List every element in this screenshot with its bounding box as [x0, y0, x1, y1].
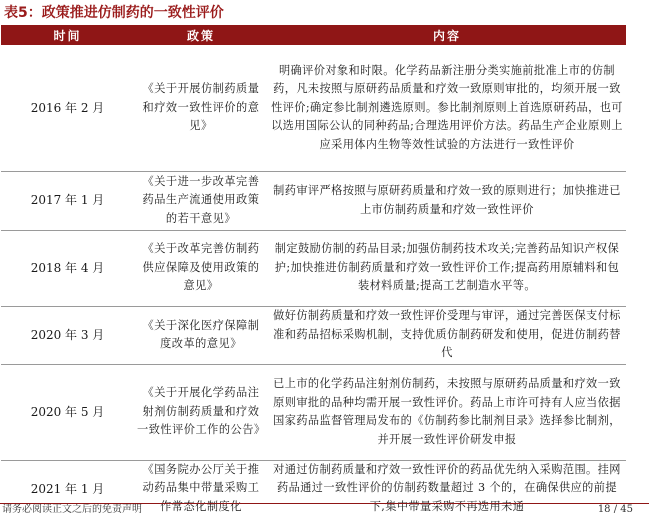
row-content: 制药审评严格按照与原研药质量和疗效一致的原则进行；加快推进已上市仿制药质量和疗效一致性评价: [268, 171, 626, 230]
row-content: 做好仿制药质量和疗效一致性评价受理与审评，通过完善医保支付标准和药品招标采购机制，支持优质仿制药研发和使用，促进仿制药替代: [268, 306, 626, 364]
table-row: [1, 364, 626, 460]
footer-disclaimer: 请务必阅读正文之后的免责声明: [2, 504, 142, 514]
page-footer: [0, 503, 649, 514]
table-row: [1, 45, 626, 171]
row-policy: 《关于改革完善仿制药供应保障及使用政策的意见》: [134, 230, 268, 306]
row-policy: 《关于开展化学药品注射剂仿制药质量和疗效一致性评价工作的公告》: [134, 364, 268, 460]
row-content: 明确评价对象和时限。化学药品新注册分类实施前批准上市的仿制药，凡未按照与原研药品质量和疗效一致原则审批的，均须开展一致性评价;确定参比制剂遴选原则。参比制剂原则上首选原研药品，也可以选用国际公认的同种药品;合理选用评价方法。药品生产企业原则上应采用体内生物等效性试验的方法进行一致性评价: [268, 45, 626, 171]
row-content: 制定鼓励仿制的药品目录;加强仿制药技术攻关;完善药品知识产权保护;加快推进仿制药质量和疗效一致性评价工作;提高药用原辅料和包装材料质量;提高工艺制造水平等。: [268, 230, 626, 306]
header-policy: 政策: [134, 25, 268, 45]
policy-table: [1, 25, 626, 518]
row-time: 2016 年 2 月: [1, 45, 134, 171]
row-time: 2017 年 1 月: [1, 171, 134, 230]
row-policy: 《关于深化医疗保障制度改革的意见》: [134, 306, 268, 364]
header-time: 时间: [1, 25, 134, 45]
row-time: 2021 年 1 月: [30, 482, 105, 496]
row-time: 2018 年 4 月: [1, 230, 134, 306]
row-time: 2020 年 3 月: [1, 306, 134, 364]
row-time: 2020 年 5 月: [1, 364, 134, 460]
header-content: 内容: [268, 25, 626, 45]
table-header-row: [1, 25, 626, 45]
table-row: [1, 171, 626, 230]
table-title: 表5：政策推进仿制药的一致性评价: [4, 5, 224, 21]
row-policy: 《国务院办公厅关于推动药品集中带量采购工作常态化制度化: [142, 462, 260, 513]
footer-page-number: 18 / 45: [597, 504, 633, 514]
row-content: 已上市的化学药品注射剂仿制药，未按照与原研药品质量和疗效一致原则审批的品种均需开展一致性评价。药品上市许可持有人应当依据国家药品监督管理局发布的《仿制药参比制剂目录》选择参比制剂，并开展一致性评价研发申报: [268, 364, 626, 460]
row-policy: 《关于开展仿制药质量和疗效一致性评价的意见》: [134, 45, 268, 171]
table-row: [1, 230, 626, 306]
row-content: 对通过仿制药质量和疗效一致性评价的药品优先纳入采购范围。挂网药品通过一致性评价的仿制药数量超过 3 个的，在确保供应的前提下,集中带量采购不再选用未通: [273, 462, 621, 513]
table-row: [1, 306, 626, 364]
row-policy: 《关于进一步改革完善药品生产流通使用政策的若干意见》: [134, 171, 268, 230]
